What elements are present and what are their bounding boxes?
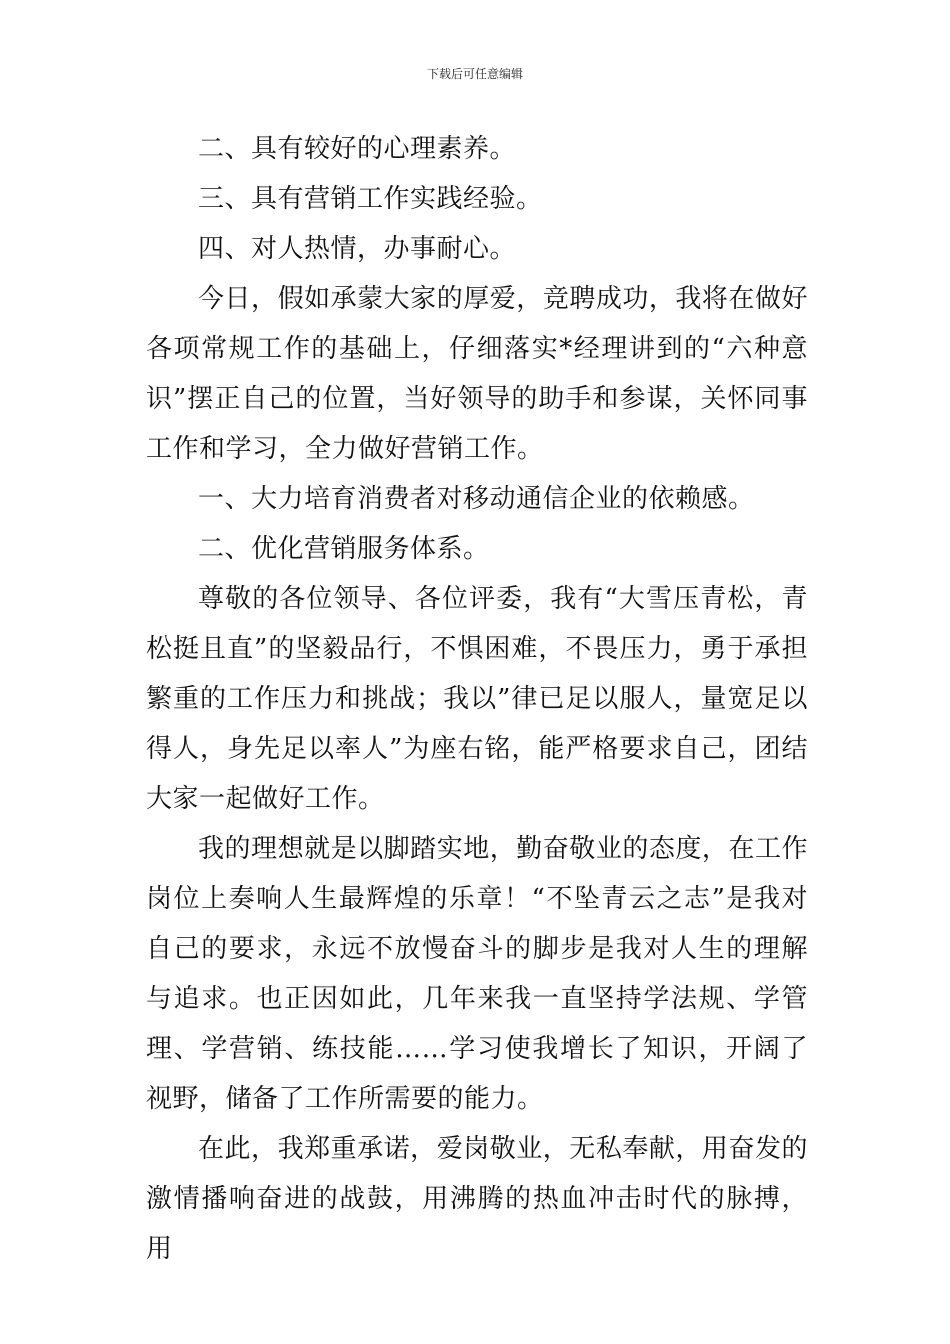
paragraph: 尊敬的各位领导、各位评委，我有“大雪压青松，青松挺且直”的坚毅品行，不惧困难，不畏压力，勇于承担繁重的工作压力和挑战；我以”律已足以服人，量宽足以得人，身先足以率人”为座右铭，能严格要求自己，团结大家一起做好工作。 xyxy=(146,584,808,814)
paragraph: 我的理想就是以脚踏实地，勤奋敬业的态度，在工作岗位上奏响人生最辉煌的乐章！“不坠青云之志”是我对自己的要求，永远不放慢奋斗的脚步是我对人生的理解与追求。也正因如此，几年来我一直坚持学法规、学管理、学营销、练技能……学习使我增长了知识，开阔了视野，储备了工作所需要的能力。 xyxy=(146,834,808,1114)
paragraph: 一、大力培育消费者对移动通信企业的依赖感。 xyxy=(198,484,755,514)
paragraph: 今日，假如承蒙大家的厚爱，竞聘成功，我将在做好各项常规工作的基础上，仔细落实*经理讲到的“六种意识”摆正自己的位置，当好领导的助手和参谋，关怀同事工作和学习，全力做好营销工作。 xyxy=(146,284,808,464)
page-header: 下载后可任意编辑 xyxy=(426,67,523,81)
paragraph: 三、具有营销工作实践经验。 xyxy=(198,184,543,214)
paragraph: 二、优化营销服务体系。 xyxy=(198,534,490,564)
paragraph: 四、对人热情，办事耐心。 xyxy=(198,234,517,264)
document-body xyxy=(146,124,808,1274)
paragraph: 在此，我郑重承诺，爱岗敬业，无私奉献，用奋发的激情播响奋进的战鼓，用沸腾的热血冲击时代的脉搏，用 xyxy=(146,1134,808,1264)
paragraph: 二、具有较好的心理素养。 xyxy=(198,134,517,164)
